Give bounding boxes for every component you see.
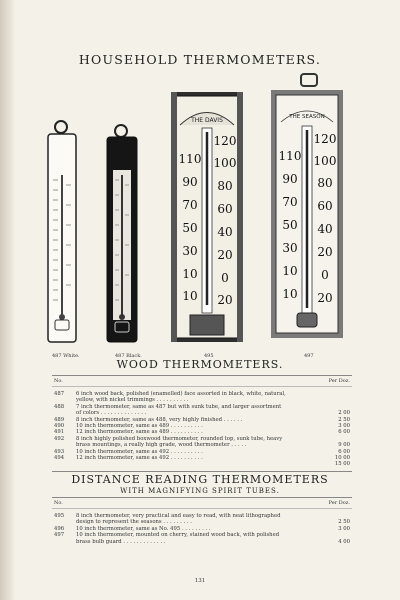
scale3-90: 90 [182, 175, 198, 189]
scale3-0: 0 [221, 271, 229, 285]
table-row: 494 12 inch thermometer, same as 492 . . . . . . . . . . 10 00 [54, 455, 350, 462]
scale4-110: 110 [278, 149, 302, 163]
col-price-header: Per Doz. [328, 500, 350, 506]
caption-497: 497 [304, 353, 314, 359]
table-row: 491 12 inch thermometer, same as 489 . . . . . . . . . . 6 00 [54, 429, 350, 436]
col-price-header: Per Doz. [328, 378, 350, 384]
scale4-40: 40 [317, 222, 333, 236]
col-no-header: No. [54, 500, 63, 506]
table-row: 496 10 inch thermometer, same as No. 495 . . . . . . . . . 3 00 [54, 525, 350, 532]
page-title: HOUSEHOLD THERMOMETERS. [78, 52, 322, 67]
table-row: 489 8 inch thermometer, same as 488, very highly finished . . . . . . 2 50 [54, 416, 350, 423]
col-no-header: No. [54, 378, 63, 384]
scale4-minus10: 10 [282, 287, 298, 301]
thermo4-header: THE SEASON [289, 114, 325, 120]
table-footer-rule [52, 471, 352, 472]
scale4-30: 30 [282, 241, 298, 255]
scale3-60: 60 [217, 202, 233, 216]
distance-thermometers-heading: DISTANCE READING THERMOMETERS [71, 473, 329, 486]
scale4-120: 120 [313, 132, 337, 146]
thermometers-illustration [40, 70, 370, 370]
scale3-minus10: 10 [182, 289, 198, 303]
table-row: 497 10 inch thermometer, mounted on cherry, stained wood back, with polished brass bulb guard . . . . . . . . . . . . . 4 00 [54, 532, 350, 545]
scale3-50: 50 [182, 221, 198, 235]
table-header [52, 497, 352, 509]
scale3-120: 120 [213, 134, 237, 148]
framed-distance-thermometer [271, 74, 343, 338]
table-header [52, 375, 352, 387]
scale4-minus20: 20 [317, 291, 333, 305]
scale3-70: 70 [182, 198, 198, 212]
table-row-extra-price: 15 00 [334, 461, 350, 468]
white-wood-thermometer [48, 121, 76, 342]
scale3-100: 100 [213, 156, 237, 170]
scale3-110: 110 [178, 152, 202, 166]
table-row: 493 10 inch thermometer, same as 492 . . . . . . . . . . 6 00 [54, 448, 350, 455]
scale3-40: 40 [217, 225, 233, 239]
caption-495: 495 [204, 353, 214, 359]
scale4-0: 0 [321, 268, 329, 282]
scale4-50: 50 [282, 218, 298, 232]
table-row: 495 8 inch thermometer, very practical and easy to read, with neat lithographed design to represent the seasons . . . . . . . . . 2 50 [54, 513, 350, 526]
scale3-30: 30 [182, 244, 198, 258]
table-row: 492 8 inch highly polished boxwood thermometer, rounded top, sunk tube, heavy brass mountings, a really high grade, wood thermometer . . . . . 9 00 [54, 435, 350, 449]
scale4-80: 80 [317, 176, 333, 190]
scale4-10: 10 [282, 264, 298, 278]
scale3-20: 20 [217, 248, 233, 262]
scale4-100: 100 [313, 154, 337, 168]
table-row: 488 7 inch thermometer, same as 487 but with sunk tube, and larger assortment of colors . . . . . . . . . . . . . . 2 00 [54, 403, 350, 417]
caption-487-white: 487 White. [52, 353, 80, 359]
caption-487-black: 487 Black. [115, 353, 142, 359]
table-row: 490 10 inch thermometer, same as 489 . . . . . . . . . . 3 00 [54, 423, 350, 430]
scale4-60: 60 [317, 199, 333, 213]
scale3-minus20: 20 [217, 293, 233, 307]
black-wood-thermometer [107, 125, 137, 342]
scale4-90: 90 [282, 172, 298, 186]
wood-thermometers-heading: WOOD THERMOMETERS. [116, 358, 284, 371]
scale3-10: 10 [182, 267, 198, 281]
scale4-20: 20 [317, 245, 333, 259]
ornate-distance-thermometer [171, 92, 243, 342]
wood-thermometers-table [52, 375, 352, 472]
page-number: 131 [194, 578, 206, 584]
distance-thermometers-subheading: WITH MAGNIFYING SPIRIT TUBES. [120, 487, 280, 495]
thermo3-header: THE DAVIS [191, 117, 223, 124]
distance-thermometers-table [52, 497, 352, 545]
scale4-70: 70 [282, 195, 298, 209]
scale3-80: 80 [217, 179, 233, 193]
table-row: 487 6 inch wood back, polished (enamelled) face assorted in black, white, natural, yellow, with nickel trimmings . . . . . . . . . . [54, 391, 286, 404]
